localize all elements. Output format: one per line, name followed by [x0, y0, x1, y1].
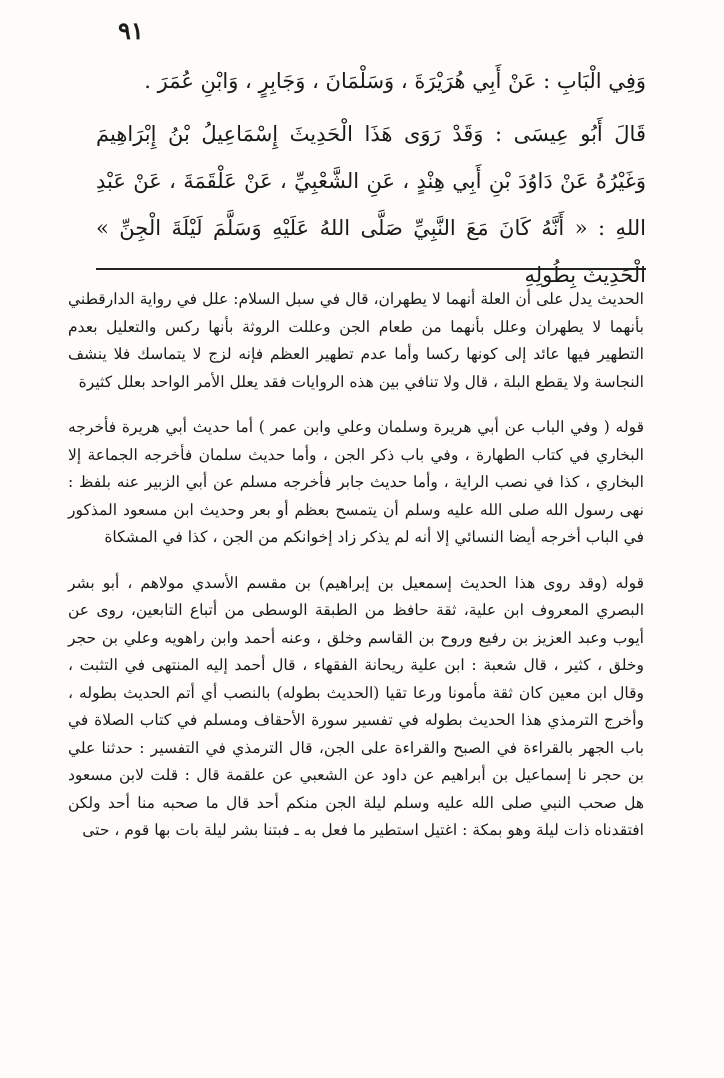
- commentary-paragraph: قوله (وقد روى هذا الحديث إسمعيل بن إبراهيم) بن مقسم الأسدي مولاهم ، أبو بشر البصري المعروف ابن علية، ثقة حافظ من الطبقة الوسطى من أتباع التابعين، روى عن أيوب وعبد العزيز بن رفيع وروح بن القاسم وخلق ، وعنه أحمد وابن راهويه وعلي بن حجر وخلق ، كثير ، قال شعبة : ابن علية ريحانة الفقهاء ، قال أحمد إليه المنتهى في التثبت ، وقال ابن معين كان ثقة مأمونا ورعا تقيا (الحديث بطوله) بالنصب أي أتم الحديث بطوله ، وأخرج الترمذي هذا الحديث بطوله في تفسير سورة الأحقاف ومسلم في كتاب الصلاة في باب الجهر بالقراءة في الصبح والقراءة على الجن، قال الترمذي في التفسير : حدثنا علي بن حجر نا إسماعيل بن أبراهيم عن داود عن الشعبي عن علقمة قال : قلت لابن مسعود هل صحب النبي صلى الله عليه وسلم ليلة الجن منكم أحد قال ما صحبه منا أحد ولكن افتقدناه ذات ليلة وهو بمكة : اغتيل استطير ما فعل به ـ فبتنا بشر ليلة بات بها قوم ، حتى: [68, 573, 644, 839]
- commentary-block: [68, 286, 644, 863]
- footnote-divider: [96, 268, 646, 270]
- commentary-paragraph: قوله ( وفي الباب عن أبي هريرة وسلمان وعلي وابن عمر ) أما حديث أبي هريرة فأخرجه البخاري في كتاب الطهارة ، وفي باب ذكر الجن ، وأما حديث سلمان فأخرجه الجماعة إلا البخاري ، كذا في نصب الراية ، وأما حديث جابر فأخرجه مسلم عن أبي الزبير عنه بلفظ : نهى رسول الله صلى الله عليه وسلم أن يتمسح بعظم أو بعر وحديث ابن مسعود المذكور في الباب أخرجه أيضا النسائي إلا أنه لم يذكر زاد إخوانكم من الجن ، كذا في المشكاة: [68, 418, 644, 546]
- main-paragraph-chapter-note: وَفِي الْبَابِ : عَنْ أَبِي هُرَيْرَةَ ، وَسَلْمَانَ ، وَجَابِرٍ ، وَابْنِ عُمَرَ .: [144, 69, 646, 93]
- page-number: ٩١: [118, 16, 144, 45]
- main-paragraph-abu-isa: قَالَ أَبُو عِيسَى : وَقَدْ رَوَى هَذَا الْحَدِيثَ إِسْمَاعِيلُ بْنُ إِبْرَاهِيمَ وَغَيْرُهُ عَنْ دَاوُدَ بْنِ أَبِي هِنْدٍ ، عَنِ الشَّعْبِيِّ ، عَنْ عَلْقَمَةَ ، عَنْ عَبْدِ اللهِ : « أَنَّهُ كَانَ مَعَ النَّبِيِّ صَلَّى اللهُ عَلَيْهِ وَسَلَّمَ لَيْلَةَ الْجِنِّ » الْحَدِيثَ بِطُولِهِ: [96, 122, 646, 287]
- hadith-main-text: [96, 58, 646, 299]
- commentary-paragraph: الحديث يدل على أن العلة أنهما لا يطهران، قال في سبل السلام: علل في رواية الدارقطني بأنهما لا يطهران وعلل بأنهما من طعام الجن وعللت الروثة بأنها ركس والتعليل بعدم التطهير فيها عائد إلى كونها ركسا وأما عدم تطهير العظم فإنه لزج لا يتماسك فلا ينشف النجاسة ولا يقطع البلة ، قال ولا تنافي بين هذه الروايات فقد يعلل الأمر الواحد بعلل كثيرة: [68, 290, 644, 391]
